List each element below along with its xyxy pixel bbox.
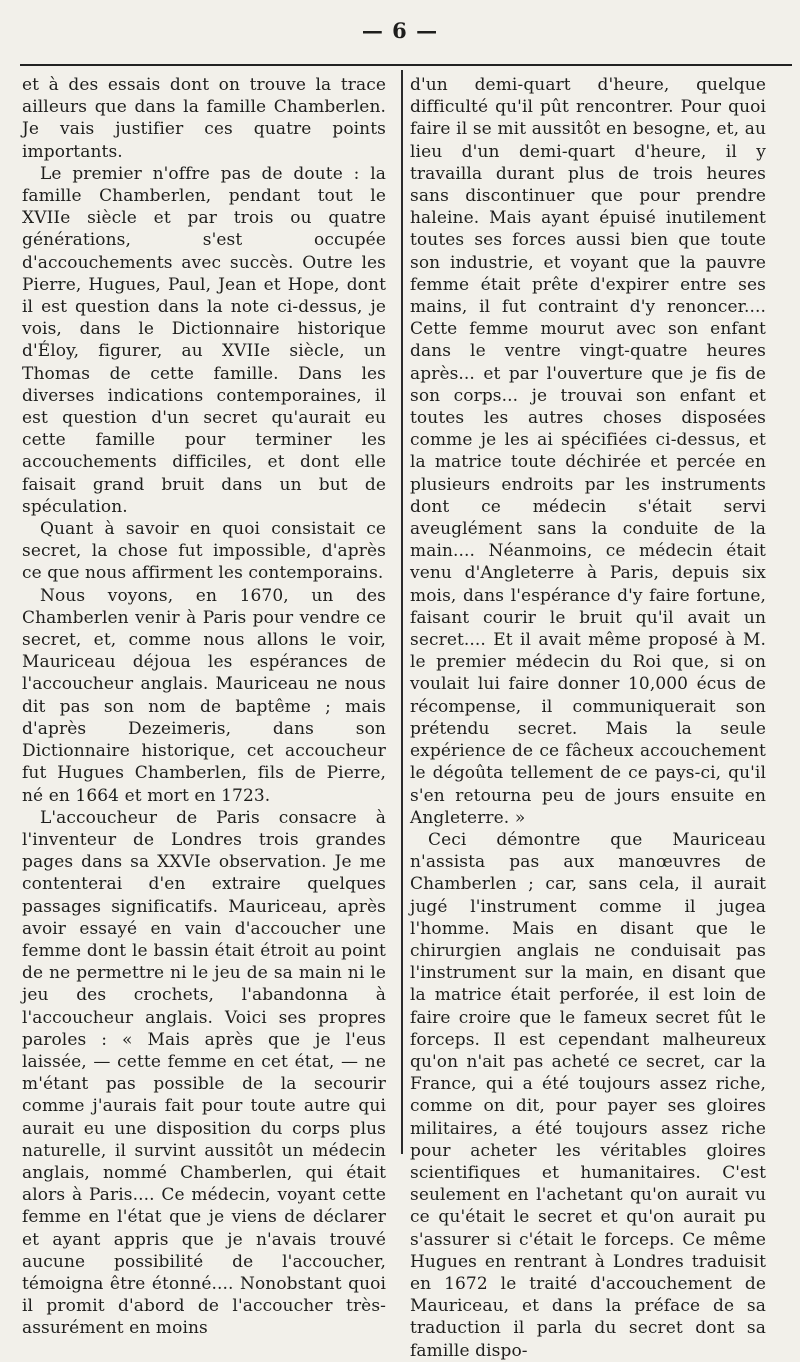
paragraph: d'un demi-quart d'heure, quelque difficulté qu'il pût rencontrer. Pour quoi faire il se mit aussitôt en besogne, et, au lieu d'un demi-quart d'heure, il y travailla durant plus de trois heures sans discontinuer que pour prendre haleine. Mais ayant épuisé inutilement toutes ses forces aussi bien que toute son industrie, et voyant que la pauvre femme était prête d'expirer entre ses mains, il fut contraint d'y renoncer.... Cette femme mourut avec son enfant dans le ventre vingt-quatre heures après... et par l'ouverture que je fis de son corps... je trouvai son enfant et toutes les autres choses disposées comme je les ai spécifiées ci-dessus, et la matrice toute déchirée et percée en plusieurs endroits par les instruments dont ce médecin s'était servi aveuglément sans la conduite de la main.... Néanmoins, ce médecin était venu d'Angleterre à Paris, depuis six mois, dans l'espérance d'y faire fortune, faisant courir le bruit qu'il avait un secret.... Et il avait même proposé à M. le premier médecin du Roi que, si on voulait lui faire donner 10,000 écus de récompense, il communiquerait son prétendu secret. Mais la seule expérience de ce fâcheux accouchement le dégoûta tellement de ce pays-ci, qu'il s'en retourna peu de jours ensuite en Angleterre. » bbox=[410, 75, 766, 828]
left-column bbox=[22, 74, 386, 1340]
paragraph: Le premier n'offre pas de doute : la famille Chamberlen, pendant tout le XVIIe siècle et par trois ou quatre générations, s'est occupée d'accouchements avec succès. Outre les Pierre, Hugues, Paul, Jean et Hope, dont il est question dans la note ci-dessus, je vois, dans le Dictionnaire historique d'Éloy, figurer, au XVIIe siècle, un Thomas de cette famille. Dans les diverses indications contemporaines, il est question d'un secret qu'aurait eu cette famille pour terminer les accouchements difficiles, et dont elle faisait grand bruit dans un but de spéculation. bbox=[22, 163, 386, 517]
paragraph: et à des essais dont on trouve la trace ailleurs que dans la famille Chamberlen. Je vais justifier ces quatre points importants. bbox=[22, 75, 386, 162]
right-column bbox=[410, 74, 766, 1362]
paragraph: Nous voyons, en 1670, un des Chamberlen venir à Paris pour vendre ce secret, et, comme nous allons le voir, Mauriceau déjoua les espérances de l'accoucheur anglais. Mauriceau ne nous dit pas son nom de baptême ; mais d'après Dezeimeris, dans son Dictionnaire historique, cet accoucheur fut Hugues Chamberlen, fils de Pierre, né en 1664 et mort en 1723. bbox=[22, 585, 386, 806]
paragraph: L'accoucheur de Paris consacre à l'inventeur de Londres trois grandes pages dans sa XXVIe observation. Je me contenterai d'en extraire quelques passages significatifs. Mauriceau, après avoir essayé en vain d'accoucher une femme dont le bassin était étroit au point de ne permettre ni le jeu de sa main ni le jeu des crochets, l'abandonna à l'accoucheur anglais. Voici ses propres paroles : « Mais après que je l'eus laissée, — cette femme en cet état, — ne m'étant pas possible de la secourir comme j'aurais fait pour toute autre qui aurait eu une disposition du corps plus naturelle, il survint aussitôt un médecin anglais, nommé Chamberlen, qui était alors à Paris.... Ce médecin, voyant cette femme en l'état que je viens de déclarer et ayant appris que je n'avais trouvé aucune possibilité de l'accoucher, témoigna être étonné.... Nonobstant quoi il promit d'abord de l'accoucher très-assurément en moins bbox=[22, 807, 386, 1339]
paragraph: Quant à savoir en quoi consistait ce secret, la chose fut impossible, d'après ce que nous affirment les contemporains. bbox=[22, 519, 386, 584]
paragraph: Ceci démontre que Mauriceau n'assista pas aux manœuvres de Chamberlen ; car, sans cela, il aurait jugé l'instrument comme il jugea l'homme. Mais en disant que le chirurgien anglais ne conduisait pas l'instrument sur la main, en disant que la matrice était perforée, il est loin de faire croire que le fameux secret fût le forceps. Il est cependant malheureux qu'on n'ait pas acheté ce secret, car la France, qui a été toujours assez riche, comme on dit, pour payer ses gloires militaires, a été toujours assez riche pour acheter les véritables gloires scientifiques et humanitaires. C'est seulement en l'achetant qu'on aurait vu ce qu'était le secret et qu'on aurait pu s'assurer si c'était le forceps. Ce même Hugues en rentrant à Londres traduisit en 1672 le traité d'accouchement de Mauriceau, et dans la préface de sa traduction il parla du secret dont sa famille dispo- bbox=[410, 829, 766, 1361]
page-number: — 6 — bbox=[361, 18, 439, 43]
header-rule bbox=[20, 64, 792, 66]
column-divider bbox=[401, 70, 403, 1154]
